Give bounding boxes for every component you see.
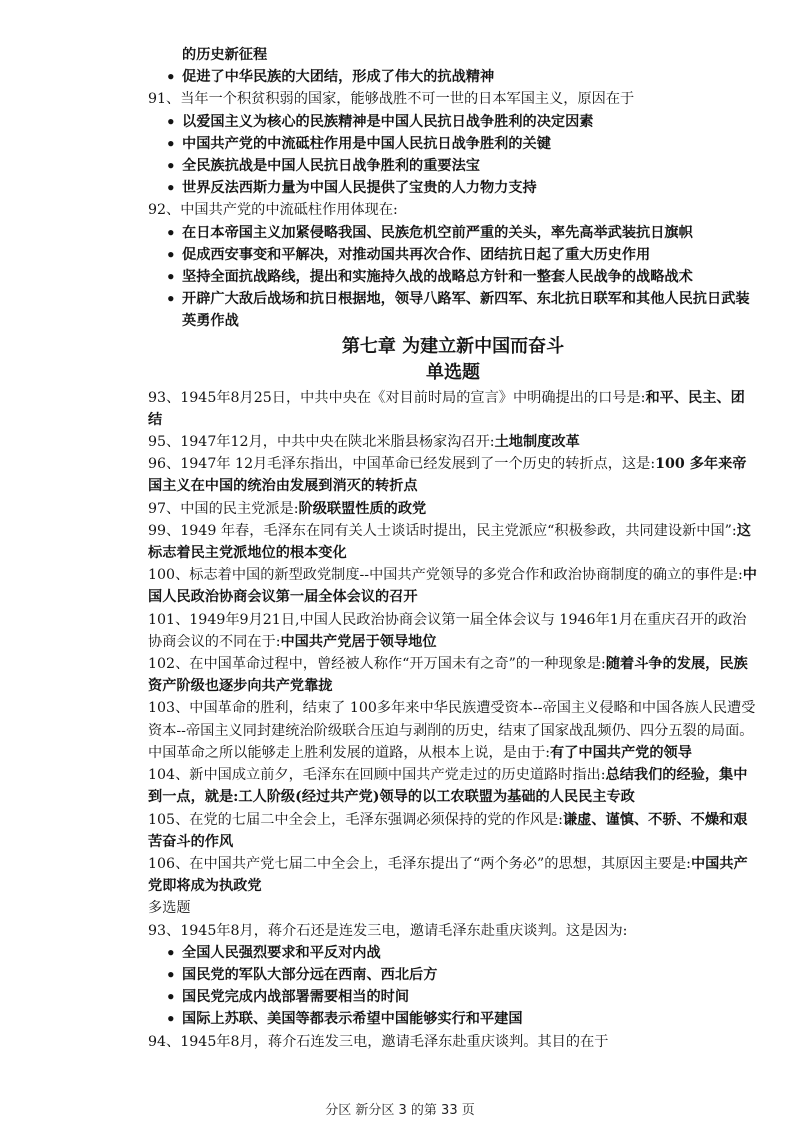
single-choice-item — [148, 609, 758, 653]
answer-text: 有了中国共产党的领导 — [550, 744, 692, 761]
answer-text: 100 多年来帝国主义在中国的统治由发展到消灭的转折点 — [148, 456, 747, 495]
answer-text: 这标志着民主党派地位的根本变化 — [148, 522, 751, 562]
bullet-item — [148, 986, 758, 1008]
answer-text: 谦虚、谨慎、不骄、不燥和艰苦奋斗的作风 — [148, 811, 748, 850]
bullet-text: 国民党的军队大部分远在西南、西北后方 — [182, 966, 438, 983]
bullet-icon: • — [166, 290, 176, 309]
section-heading-single: 单选题 — [426, 361, 480, 383]
bullet-item — [148, 222, 758, 244]
question-text: 100、标志着中国的新型政党制度--中国共产党领导的多党合作和政治协商制度的确立的事件是: — [148, 567, 743, 584]
single-choice-item — [148, 853, 758, 897]
bullet-item — [148, 111, 758, 133]
bullet-item — [148, 288, 758, 332]
bullet-text: 世界反法西斯力量为中国人民提供了宝贵的人力物力支持 — [182, 180, 537, 197]
bullet-icon: • — [166, 223, 176, 242]
continued-text: 的历史新征程 — [182, 47, 268, 63]
question-m93-answers — [148, 942, 758, 1031]
question-92-answers — [148, 222, 758, 333]
answer-text: 随着斗争的发展，民族资产阶级也逐步向共产党靠拢 — [148, 656, 748, 695]
bullet-text: 全国人民强烈要求和平反对内战 — [182, 944, 381, 961]
single-choice-item — [148, 387, 758, 431]
section-heading-multi: 多选题 — [148, 900, 191, 917]
question-text: 99、1949 年春，毛泽东在同有关人士谈话时提出，民主党派应“积极参政，共同建设新中国”: — [148, 522, 737, 539]
question-91: 91、当年一个积贫积弱的国家，能够战胜不可一世的日本军国主义，原因在于 — [148, 91, 635, 108]
bullet-item — [148, 177, 758, 199]
bullet-text: 促进了中华民族的大团结，形成了伟大的抗战精神 — [182, 69, 495, 86]
bullet-text: 中国共产党的中流砥柱作用是中国人民抗日战争胜利的关键 — [182, 135, 551, 152]
answer-text: 中国共产党居于领导地位 — [280, 633, 437, 650]
question-text: 97、中国的民主党派是: — [148, 500, 299, 517]
question-text: 106、在中国共产党七届二中全会上，毛泽东提出了“两个务必”的思想，其原因主要是: — [148, 855, 691, 872]
bullet-icon: • — [166, 134, 176, 153]
single-choice-item — [148, 697, 758, 764]
answer-text: 土地制度改革 — [494, 434, 580, 451]
question-m93: 93、1945年8月，蒋介石还是连发三电，邀请毛泽东赴重庆谈判。这是因为: — [148, 922, 628, 939]
bullet-item — [148, 964, 758, 986]
answer-text: 总结我们的经验，集中到一点，就是:工人阶级(经过共产党)领导的以工农联盟为基础的人民民主专政 — [148, 767, 748, 806]
bullet-icon: • — [166, 112, 176, 131]
bullet-icon: • — [166, 157, 176, 176]
bullet-icon: • — [166, 179, 176, 198]
bullet-icon: • — [166, 965, 176, 984]
question-text: 93、1945年8月25日，中共中央在《对目前时局的宣言》中明确提出的口号是: — [148, 389, 646, 406]
bullet-item — [148, 133, 758, 155]
single-choice-item — [148, 453, 758, 497]
bullet-text: 坚持全面抗战路线，提出和实施持久战的战略总方针和一整套人民战争的战略战术 — [182, 269, 693, 286]
bullet-text: 开辟广大敌后战场和抗日根据地，领导八路军、新四军、东北抗日联军和其他人民抗日武装英勇作战 — [182, 291, 750, 330]
bullet-icon: • — [166, 68, 176, 87]
bullet-text: 国民党完成内战部署需要相当的时间 — [182, 989, 410, 1006]
question-text: 96、1947年 12月毛泽东指出，中国革命已经发展到了一个历史的转折点，这是: — [148, 456, 656, 473]
bullet-text: 全民族抗战是中国人民抗日战争胜利的重要法宝 — [182, 158, 480, 175]
question-text: 95、1947年12月，中共中央在陕北米脂县杨家沟召开: — [148, 434, 495, 451]
question-text: 104、新中国成立前夕，毛泽东在回顾中国共产党走过的历史道路时指出: — [148, 767, 606, 784]
question-text: 101、1949年9月21日,中国人民政治协商会议第一届全体会议与 1946年1月在重庆召开的政治协商会议的不同在于: — [148, 611, 747, 650]
bullet-text: 在日本帝国主义加紧侵略我国、民族危机空前严重的关头，率先高举武装抗日旗帜 — [182, 224, 693, 241]
question-92: 92、中国共产党的中流砥柱作用体现在: — [148, 202, 398, 219]
question-91-answers — [148, 111, 758, 200]
bullet-icon: • — [166, 245, 176, 264]
bullet-item — [148, 244, 758, 266]
single-choice-item — [148, 764, 758, 808]
bullet-item — [148, 155, 758, 177]
answer-text: 和平、民主、团结 — [148, 389, 745, 428]
answer-text: 中国共产党即将成为执政党 — [148, 855, 748, 895]
single-choice-item — [148, 809, 758, 853]
single-choice-list — [148, 387, 758, 898]
bullet-item — [148, 66, 758, 88]
bullet-icon: • — [166, 988, 176, 1007]
question-text: 102、在中国革命过程中，曾经被人称作“开万国未有之奇”的一种现象是: — [148, 656, 606, 673]
page-footer: 分区 新分区 3 的第 33 页 — [325, 1103, 475, 1118]
bullet-text: 促成西安事变和平解决，对推动国共再次合作、团结抗日起了重大历史作用 — [182, 246, 651, 263]
chapter-title: 第七章 为建立新中国而奋斗 — [341, 335, 565, 357]
bullet-item — [148, 266, 758, 288]
bullet-icon: • — [166, 1010, 176, 1029]
question-m94: 94、1945年8月，蒋介石连发三电，邀请毛泽东赴重庆谈判。其目的在于 — [148, 1033, 609, 1050]
bullet-item — [148, 1008, 758, 1030]
bullet-item — [148, 942, 758, 964]
answer-text: 阶级联盟性质的政党 — [298, 500, 427, 517]
bullet-text: 以爱国主义为核心的民族精神是中国人民抗日战争胜利的决定因素 — [182, 113, 594, 130]
single-choice-item — [148, 498, 758, 520]
bullet-icon: • — [166, 268, 176, 287]
question-text: 105、在党的七届二中全会上，毛泽东强调必须保持的党的作风是: — [148, 811, 563, 828]
single-choice-item — [148, 564, 758, 608]
single-choice-item — [148, 520, 758, 564]
question-text: 103、中国革命的胜利，结束了 100多年来中华民族遭受资本--帝国主义侵略和中国各族人民遭受资本--帝国主义同封建统治阶级联合压迫与剥削的历史，结束了国家战乱频仍、四分五裂的局面。中国革命之所以能够走上胜利发展的道路，从根本上说，是由于: — [148, 700, 756, 761]
bullet-text: 国际上苏联、美国等都表示希望中国能够实行和平建国 — [182, 1011, 523, 1028]
single-choice-item — [148, 653, 758, 697]
bullet-icon: • — [166, 943, 176, 962]
page-content — [148, 44, 758, 1053]
single-choice-item — [148, 431, 758, 453]
answer-text: 中国人民政治协商会议第一届全体会议的召开 — [148, 567, 757, 606]
